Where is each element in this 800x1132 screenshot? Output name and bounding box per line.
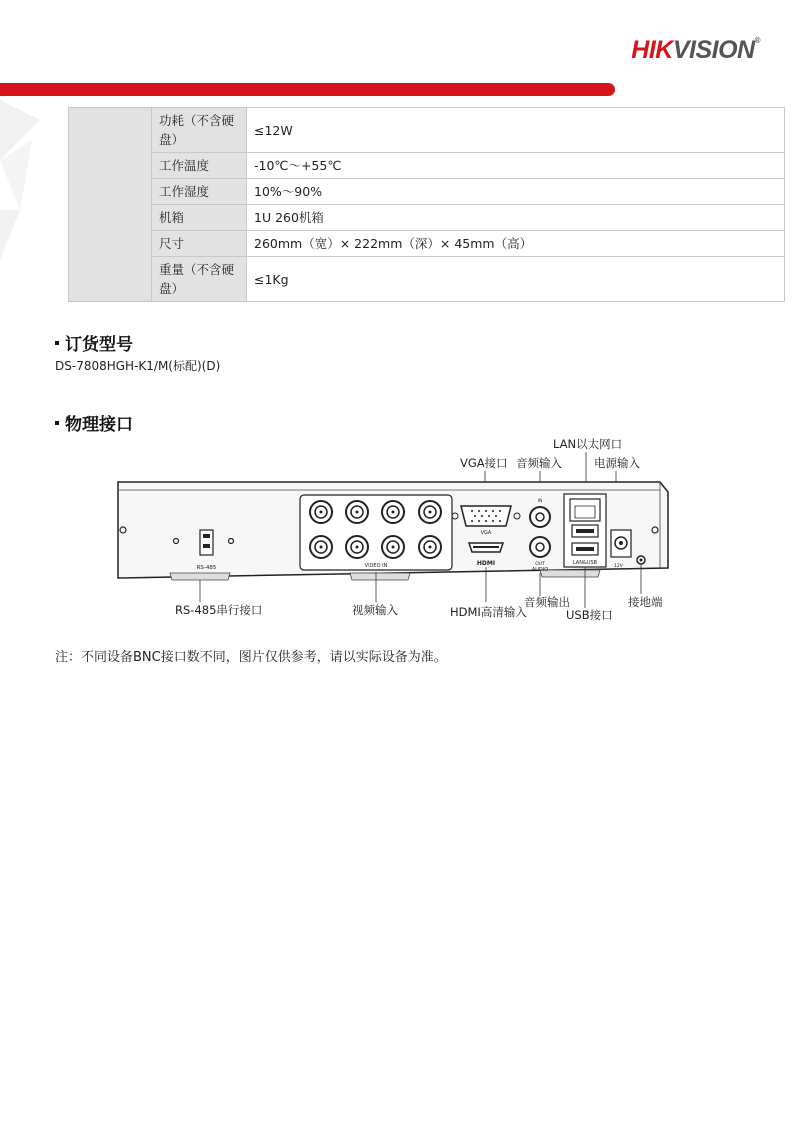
spec-key: 工作湿度: [152, 179, 247, 205]
header-red-bar: [0, 83, 615, 96]
callout-video-in: 视频输入: [352, 603, 398, 617]
order-heading: 订货型号: [55, 330, 133, 355]
spec-value: 10%～90%: [247, 179, 785, 205]
callout-audio-out: 音频输出: [524, 595, 570, 609]
note-text: 注：不同设备BNC接口数不同，图片仅供参考，请以实际设备为准。: [55, 650, 447, 665]
order-model: DS-7808HGH-K1/M(标配)(D): [55, 359, 221, 373]
panel-label-hdmi: HDMI: [476, 560, 496, 567]
panel-label-audio: AUDIO: [531, 567, 549, 573]
spec-value: 260mm（宽）× 222mm（深）× 45mm（高）: [247, 231, 785, 257]
spec-value: -10℃～+55℃: [247, 153, 785, 179]
spec-value: ≤1Kg: [247, 257, 785, 302]
spec-key: 机箱: [152, 205, 247, 231]
rs485-terminal: [200, 530, 213, 555]
panel-label-video-in: VIDEO IN: [364, 563, 388, 569]
panel-label-out: OUT: [535, 562, 545, 567]
spec-value: 1U 260机箱: [247, 205, 785, 231]
callout-ground: 接地端: [628, 595, 663, 609]
vga-port: [461, 506, 511, 526]
table-row: [69, 179, 785, 205]
table-row: [69, 205, 785, 231]
rear-panel-diagram: [100, 430, 700, 622]
callout-lan: LAN以太网口: [553, 437, 623, 451]
group-cell: [69, 108, 152, 302]
panel-label-lan-usb: LAN&USB: [572, 560, 598, 566]
callout-hdmi: HDMI高清输入: [450, 605, 527, 619]
panel-label-power: 12V: [614, 564, 623, 569]
hikvision-logo: HIKVISION®: [631, 36, 760, 64]
panel-label-vga: VGA: [480, 530, 492, 536]
table-row: [69, 231, 785, 257]
table-row: [69, 153, 785, 179]
spec-key: 尺寸: [152, 231, 247, 257]
bullet-icon: [55, 421, 59, 425]
spec-value: ≤12W: [247, 108, 785, 153]
spec-key: 工作温度: [152, 153, 247, 179]
spec-key: 功耗（不含硬盘）: [152, 108, 247, 153]
callout-power: 电源输入: [594, 456, 640, 470]
callout-audio-in: 音频输入: [516, 456, 562, 470]
table-row: [69, 108, 785, 153]
panel-label-in: IN: [537, 499, 543, 504]
interface-heading: 物理接口: [55, 410, 133, 435]
callout-rs485: RS-485串行接口: [175, 603, 263, 617]
callout-vga: VGA接口: [460, 456, 508, 470]
decorative-triangles: [0, 100, 60, 270]
bullet-icon: [55, 341, 59, 345]
spec-table: [68, 107, 785, 302]
panel-label-rs485: RS-485: [196, 565, 217, 571]
callout-usb: USB接口: [566, 608, 613, 622]
spec-key: 重量（不含硬盘）: [152, 257, 247, 302]
table-row: [69, 257, 785, 302]
